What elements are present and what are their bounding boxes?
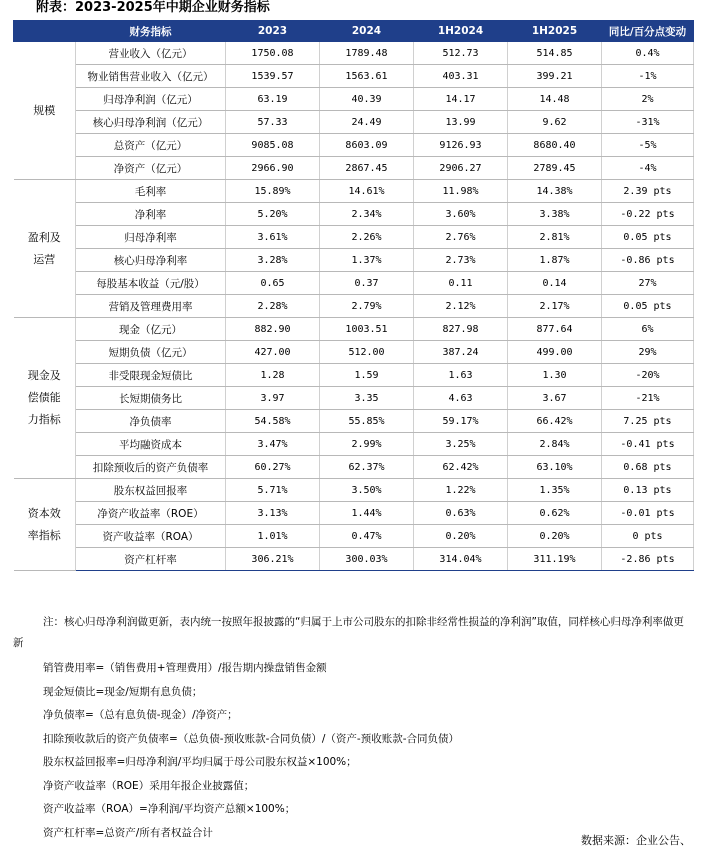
value-cell: 2.73%: [414, 249, 508, 272]
table-row: [14, 502, 694, 525]
value-cell: 14.61%: [320, 180, 414, 203]
value-cell: 1539.57: [226, 65, 320, 88]
header-period: 1H2025: [508, 21, 602, 42]
table-row: [14, 272, 694, 295]
metric-label: 归母净利润（亿元）: [76, 88, 226, 111]
data-source: 数据来源：企业公告、: [581, 834, 691, 847]
note-item: 扣除预收款后的资产负债率=（总负债-预收账款-合同负债）/（资产-预收账款-合同负债）: [43, 732, 459, 745]
header-period: 1H2024: [414, 21, 508, 42]
metric-label: 核心归母净利润（亿元）: [76, 111, 226, 134]
change-cell: 0 pts: [602, 525, 694, 548]
value-cell: 512.00: [320, 341, 414, 364]
value-cell: 2.12%: [414, 295, 508, 318]
value-cell: 8603.09: [320, 134, 414, 157]
table-row: [14, 456, 694, 479]
header-group-cell: [14, 21, 76, 42]
value-cell: 2.79%: [320, 295, 414, 318]
table-row: [14, 318, 694, 341]
change-cell: -0.22 pts: [602, 203, 694, 226]
value-cell: 2789.45: [508, 157, 602, 180]
value-cell: 3.97: [226, 387, 320, 410]
value-cell: 2867.45: [320, 157, 414, 180]
value-cell: 0.65: [226, 272, 320, 295]
value-cell: 24.49: [320, 111, 414, 134]
value-cell: 9085.08: [226, 134, 320, 157]
change-cell: -5%: [602, 134, 694, 157]
note-main: 注：核心归母净利润做更新，表内统一按照年报披露的“归属于上市公司股东的扣除非经常性损益的净利润”取值，同样核心归母净利率做更新: [13, 616, 684, 649]
change-cell: -31%: [602, 111, 694, 134]
value-cell: 1563.61: [320, 65, 414, 88]
table-row: [14, 180, 694, 203]
value-cell: 499.00: [508, 341, 602, 364]
value-cell: 14.38%: [508, 180, 602, 203]
value-cell: 403.31: [414, 65, 508, 88]
value-cell: 2.26%: [320, 226, 414, 249]
table-row: [14, 548, 694, 571]
metric-label: 净资产（亿元）: [76, 157, 226, 180]
notes-section: [13, 612, 693, 845]
table-row: [14, 479, 694, 502]
change-cell: -0.86 pts: [602, 249, 694, 272]
change-cell: 2.39 pts: [602, 180, 694, 203]
metric-label: 总资产（亿元）: [76, 134, 226, 157]
value-cell: 3.28%: [226, 249, 320, 272]
value-cell: 9126.93: [414, 134, 508, 157]
financial-indicators-table: [13, 20, 694, 571]
value-cell: 2.28%: [226, 295, 320, 318]
metric-label: 物业销售营业收入（亿元）: [76, 65, 226, 88]
metric-label: 每股基本收益（元/股）: [76, 272, 226, 295]
table-row: [14, 387, 694, 410]
value-cell: 314.04%: [414, 548, 508, 571]
value-cell: 62.42%: [414, 456, 508, 479]
metric-label: 核心归母净利率: [76, 249, 226, 272]
note-item: 现金短债比=现金/短期有息负债；: [43, 685, 203, 698]
change-cell: 27%: [602, 272, 694, 295]
change-cell: 6%: [602, 318, 694, 341]
value-cell: 311.19%: [508, 548, 602, 571]
value-cell: 3.50%: [320, 479, 414, 502]
value-cell: 2.76%: [414, 226, 508, 249]
value-cell: 3.67: [508, 387, 602, 410]
note-item: 资产收益率（ROA）=净利润/平均资产总额×100%；: [43, 803, 296, 815]
value-cell: 2.81%: [508, 226, 602, 249]
value-cell: 4.63: [414, 387, 508, 410]
value-cell: 59.17%: [414, 410, 508, 433]
change-cell: -4%: [602, 157, 694, 180]
value-cell: 0.11: [414, 272, 508, 295]
value-cell: 877.64: [508, 318, 602, 341]
value-cell: 1.59: [320, 364, 414, 387]
value-cell: 1.28: [226, 364, 320, 387]
value-cell: 0.47%: [320, 525, 414, 548]
value-cell: 15.89%: [226, 180, 320, 203]
metric-label: 平均融资成本: [76, 433, 226, 456]
value-cell: 1.22%: [414, 479, 508, 502]
value-cell: 8680.40: [508, 134, 602, 157]
value-cell: 427.00: [226, 341, 320, 364]
value-cell: 3.13%: [226, 502, 320, 525]
table-row: [14, 410, 694, 433]
value-cell: 1.87%: [508, 249, 602, 272]
value-cell: 300.03%: [320, 548, 414, 571]
value-cell: 2.34%: [320, 203, 414, 226]
note-item: 资产杠杆率=总资产/所有者权益合计: [43, 826, 213, 839]
change-cell: 2%: [602, 88, 694, 111]
table-row: [14, 295, 694, 318]
value-cell: 0.37: [320, 272, 414, 295]
change-cell: 0.68 pts: [602, 456, 694, 479]
change-cell: -0.41 pts: [602, 433, 694, 456]
table-row: [14, 226, 694, 249]
table-row: [14, 65, 694, 88]
value-cell: 14.17: [414, 88, 508, 111]
metric-label: 资产收益率（ROA）: [76, 525, 226, 548]
change-cell: 0.05 pts: [602, 226, 694, 249]
table-row: [14, 364, 694, 387]
note-item: 销管费用率=（销售费用+管理费用）/报告期内操盘销售金额: [43, 662, 327, 674]
table-header-row: [14, 21, 694, 42]
change-cell: -20%: [602, 364, 694, 387]
value-cell: 1.37%: [320, 249, 414, 272]
metric-label: 净负债率: [76, 410, 226, 433]
value-cell: 0.63%: [414, 502, 508, 525]
value-cell: 62.37%: [320, 456, 414, 479]
value-cell: 1750.08: [226, 42, 320, 65]
change-cell: 29%: [602, 341, 694, 364]
value-cell: 514.85: [508, 42, 602, 65]
value-cell: 827.98: [414, 318, 508, 341]
table-row: [14, 525, 694, 548]
value-cell: 2906.27: [414, 157, 508, 180]
value-cell: 63.10%: [508, 456, 602, 479]
value-cell: 512.73: [414, 42, 508, 65]
value-cell: 3.60%: [414, 203, 508, 226]
table-row: [14, 111, 694, 134]
value-cell: 2.99%: [320, 433, 414, 456]
value-cell: 1.01%: [226, 525, 320, 548]
table-body: [14, 42, 694, 571]
change-cell: 0.4%: [602, 42, 694, 65]
header-period: 2023: [226, 21, 320, 42]
value-cell: 40.39: [320, 88, 414, 111]
metric-label: 扣除预收后的资产负债率: [76, 456, 226, 479]
header-period: 2024: [320, 21, 414, 42]
value-cell: 3.47%: [226, 433, 320, 456]
value-cell: 54.58%: [226, 410, 320, 433]
value-cell: 399.21: [508, 65, 602, 88]
value-cell: 1003.51: [320, 318, 414, 341]
change-cell: -1%: [602, 65, 694, 88]
header-metric: 财务指标: [76, 21, 226, 42]
value-cell: 57.33: [226, 111, 320, 134]
value-cell: 0.20%: [414, 525, 508, 548]
value-cell: 60.27%: [226, 456, 320, 479]
group-label: 资本效 率指标: [14, 479, 76, 571]
value-cell: 2.84%: [508, 433, 602, 456]
metric-label: 营销及管理费用率: [76, 295, 226, 318]
note-item: 净负债率=（总有息负债-现金）/净资产；: [43, 709, 238, 721]
value-cell: 1.30: [508, 364, 602, 387]
table-row: [14, 203, 694, 226]
page-title: 附表：2023-2025年中期企业财务指标: [36, 0, 270, 15]
value-cell: 0.20%: [508, 525, 602, 548]
metric-label: 非受限现金短债比: [76, 364, 226, 387]
change-cell: 7.25 pts: [602, 410, 694, 433]
metric-label: 归母净利率: [76, 226, 226, 249]
header-change: 同比/百分点变动: [602, 21, 694, 42]
group-label: 盈利及 运营: [14, 180, 76, 318]
table-row: [14, 341, 694, 364]
table-row: [14, 157, 694, 180]
table-row: [14, 88, 694, 111]
metric-label: 净利率: [76, 203, 226, 226]
value-cell: 13.99: [414, 111, 508, 134]
table-row: [14, 433, 694, 456]
change-cell: 0.13 pts: [602, 479, 694, 502]
metric-label: 现金（亿元）: [76, 318, 226, 341]
note-item: 净资产收益率（ROE）采用年报企业披露值；: [43, 779, 255, 792]
value-cell: 1789.48: [320, 42, 414, 65]
table-row: [14, 249, 694, 272]
value-cell: 11.98%: [414, 180, 508, 203]
table-row: [14, 134, 694, 157]
value-cell: 3.35: [320, 387, 414, 410]
metric-label: 毛利率: [76, 180, 226, 203]
value-cell: 5.20%: [226, 203, 320, 226]
value-cell: 387.24: [414, 341, 508, 364]
value-cell: 1.35%: [508, 479, 602, 502]
value-cell: 306.21%: [226, 548, 320, 571]
change-cell: -21%: [602, 387, 694, 410]
value-cell: 66.42%: [508, 410, 602, 433]
value-cell: 55.85%: [320, 410, 414, 433]
metric-label: 资产杠杆率: [76, 548, 226, 571]
value-cell: 2.17%: [508, 295, 602, 318]
value-cell: 14.48: [508, 88, 602, 111]
group-label: 现金及 偿债能 力指标: [14, 318, 76, 479]
change-cell: -0.01 pts: [602, 502, 694, 525]
value-cell: 3.38%: [508, 203, 602, 226]
value-cell: 0.62%: [508, 502, 602, 525]
value-cell: 3.25%: [414, 433, 508, 456]
table-row: [14, 42, 694, 65]
value-cell: 63.19: [226, 88, 320, 111]
value-cell: 2966.90: [226, 157, 320, 180]
metric-label: 净资产收益率（ROE）: [76, 502, 226, 525]
metric-label: 长短期债务比: [76, 387, 226, 410]
metric-label: 短期负债（亿元）: [76, 341, 226, 364]
value-cell: 882.90: [226, 318, 320, 341]
value-cell: 1.44%: [320, 502, 414, 525]
note-item: 股东权益回报率=归母净利润/平均归属于母公司股东权益×100%；: [43, 756, 357, 768]
value-cell: 0.14: [508, 272, 602, 295]
metric-label: 营业收入（亿元）: [76, 42, 226, 65]
group-label: 规模: [14, 42, 76, 180]
metric-label: 股东权益回报率: [76, 479, 226, 502]
change-cell: 0.05 pts: [602, 295, 694, 318]
value-cell: 5.71%: [226, 479, 320, 502]
change-cell: -2.86 pts: [602, 548, 694, 571]
value-cell: 3.61%: [226, 226, 320, 249]
value-cell: 9.62: [508, 111, 602, 134]
value-cell: 1.63: [414, 364, 508, 387]
